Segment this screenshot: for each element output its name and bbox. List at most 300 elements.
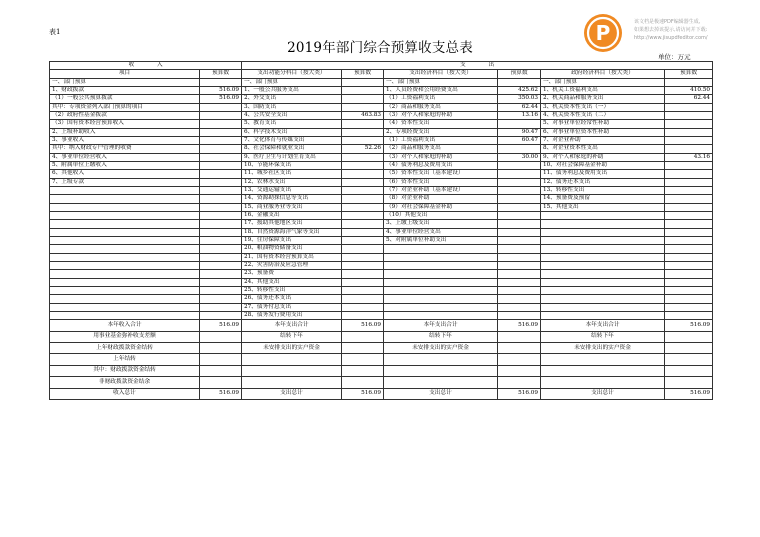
cell-economic-item	[384, 286, 498, 294]
cell-economic-item	[384, 253, 498, 261]
cell-function-budget	[342, 228, 384, 236]
summary-function-item	[242, 365, 342, 376]
summary-row	[50, 365, 713, 376]
cell-economic-item	[384, 270, 498, 278]
cell-income-budget	[200, 170, 242, 178]
cell-economic-budget	[498, 253, 541, 261]
cell-income-budget	[200, 286, 242, 294]
table-row	[50, 136, 713, 144]
cell-income-budget	[200, 186, 242, 194]
table-row	[50, 295, 713, 303]
cell-income-budget	[200, 111, 242, 119]
group-header-row	[50, 62, 713, 70]
summary-income-budget	[200, 365, 242, 376]
cell-gov-budget	[665, 211, 713, 219]
cell-economic-budget: 350.03	[498, 95, 541, 103]
summary-economic-budget	[498, 365, 541, 376]
cell-income-budget	[200, 253, 242, 261]
cell-gov-budget: 43.16	[665, 153, 713, 161]
cell-economic-budget	[498, 270, 541, 278]
table-row	[50, 220, 713, 228]
cell-economic-item: （9）对社会保障基金补助	[384, 203, 498, 211]
cell-function-budget	[342, 278, 384, 286]
summary-economic-item: 未安排支出的实户资金	[384, 342, 498, 353]
summary-gov-item: 支出总计	[541, 388, 665, 399]
pdf-logo-icon	[583, 13, 623, 53]
cell-gov-budget	[665, 161, 713, 169]
cell-gov-budget: 410.50	[665, 86, 713, 94]
cell-income-item	[50, 195, 200, 203]
cell-income-item	[50, 228, 200, 236]
summary-income-budget	[200, 331, 242, 342]
cell-economic-budget	[498, 311, 541, 319]
cell-gov-item: 15、其他支出	[541, 203, 665, 211]
table-row	[50, 195, 713, 203]
cell-income-budget	[200, 311, 242, 319]
table-row	[50, 170, 713, 178]
column-header-row	[50, 70, 713, 78]
cell-economic-item	[384, 311, 498, 319]
pdf-logo-letter: P	[595, 21, 611, 45]
cell-income-item	[50, 303, 200, 311]
budget-table	[49, 61, 713, 400]
cell-function-item: 6、科学技术支出	[242, 128, 342, 136]
table-row	[50, 211, 713, 219]
cell-income-item: （2）政府性基金拨款	[50, 111, 200, 119]
header-gov-budget: 预算数	[665, 70, 713, 78]
cell-economic-item: 1、人员经费和公用经费支出	[384, 86, 498, 94]
cell-income-item	[50, 220, 200, 228]
table-row	[50, 161, 713, 169]
cell-gov-budget	[665, 203, 713, 211]
cell-gov-budget	[665, 278, 713, 286]
sheet-label: 表1	[49, 28, 61, 36]
cell-income-item	[50, 261, 200, 269]
cell-function-budget	[342, 253, 384, 261]
cell-economic-item: 3、上缴上级支出	[384, 220, 498, 228]
summary-economic-item	[384, 377, 498, 388]
cell-gov-item: 4、机关资本性支出（二）	[541, 111, 665, 119]
cell-income-budget	[200, 228, 242, 236]
cell-income-budget	[200, 145, 242, 153]
cell-income-budget	[200, 161, 242, 169]
cell-function-item: 19、住房保障支出	[242, 236, 342, 244]
cell-function-item: 17、援助其他地区支出	[242, 220, 342, 228]
cell-function-budget	[342, 295, 384, 303]
cell-income-budget	[200, 303, 242, 311]
cell-economic-budget: 13.16	[498, 111, 541, 119]
watermark-line: http://www.jisupdfeditor.com/	[634, 35, 708, 41]
summary-income-budget	[200, 377, 242, 388]
cell-function-budget	[342, 186, 384, 194]
summary-row	[50, 331, 713, 342]
summary-function-item: 结转下年	[242, 331, 342, 342]
cell-economic-item: （6）资本性支出	[384, 178, 498, 186]
cell-gov-budget	[665, 228, 713, 236]
cell-economic-budget	[498, 195, 541, 203]
cell-income-budget	[200, 103, 242, 111]
cell-function-budget	[342, 236, 384, 244]
cell-economic-item: 4、事业单位经营支出	[384, 228, 498, 236]
cell-economic-budget: 90.47	[498, 128, 541, 136]
cell-function-item: 14、资源勘探信息等支出	[242, 195, 342, 203]
cell-economic-budget	[498, 295, 541, 303]
cell-gov-item	[541, 261, 665, 269]
cell-income-item: 3、事业收入	[50, 136, 200, 144]
cell-function-item: 15、商业服务业等支出	[242, 203, 342, 211]
summary-gov-budget	[665, 354, 713, 365]
table-row	[50, 186, 713, 194]
summary-row	[50, 377, 713, 388]
cell-function-item: 4、公共安全支出	[242, 111, 342, 119]
summary-economic-item	[384, 365, 498, 376]
cell-economic-budget	[498, 78, 541, 86]
cell-gov-item	[541, 303, 665, 311]
summary-gov-budget	[665, 342, 713, 353]
summary-economic-budget	[498, 342, 541, 353]
cell-economic-item: （1）工资福利支出	[384, 136, 498, 144]
cell-economic-item: （4）资本性支出	[384, 120, 498, 128]
cell-gov-item: 1、机关工资福利支出	[541, 86, 665, 94]
table-row	[50, 86, 713, 94]
summary-function-item: 本年支出合计	[242, 320, 342, 331]
table-row	[50, 236, 713, 244]
cell-function-budget	[342, 153, 384, 161]
cell-income-item	[50, 270, 200, 278]
cell-income-item	[50, 245, 200, 253]
cell-function-item: 23、预备费	[242, 270, 342, 278]
cell-function-budget	[342, 136, 384, 144]
cell-function-item: 一、部门预算	[242, 78, 342, 86]
cell-income-budget	[200, 295, 242, 303]
cell-income-budget	[200, 261, 242, 269]
summary-gov-item	[541, 354, 665, 365]
cell-economic-budget	[498, 228, 541, 236]
cell-income-item: （3）国有资本经营预算收入	[50, 120, 200, 128]
cell-economic-budget	[498, 178, 541, 186]
cell-gov-item: 10、对社会保障基金补助	[541, 161, 665, 169]
cell-economic-item	[384, 295, 498, 303]
cell-gov-budget	[665, 111, 713, 119]
cell-function-item: 25、转移性支出	[242, 286, 342, 294]
table-row	[50, 311, 713, 319]
cell-gov-budget	[665, 261, 713, 269]
cell-function-item: 7、文化体育与传媒支出	[242, 136, 342, 144]
cell-economic-budget: 62.44	[498, 103, 541, 111]
cell-income-budget	[200, 128, 242, 136]
cell-function-item: 2、外交支出	[242, 95, 342, 103]
cell-gov-budget	[665, 120, 713, 128]
cell-economic-budget	[498, 303, 541, 311]
cell-economic-budget: 30.00	[498, 153, 541, 161]
cell-function-item: 9、医疗卫生与计划生育支出	[242, 153, 342, 161]
cell-economic-budget	[498, 286, 541, 294]
cell-income-item: （1）一般公共预算拨款	[50, 95, 200, 103]
cell-gov-budget: 62.44	[665, 95, 713, 103]
summary-economic-budget: 516.09	[498, 388, 541, 399]
cell-income-budget	[200, 136, 242, 144]
cell-function-budget: 52.26	[342, 145, 384, 153]
cell-function-budget	[342, 120, 384, 128]
cell-income-item	[50, 203, 200, 211]
cell-gov-budget	[665, 253, 713, 261]
table-row	[50, 103, 713, 111]
cell-function-item: 21、国有资本经营预算支出	[242, 253, 342, 261]
cell-function-budget	[342, 203, 384, 211]
watermark-line: 如果想去掉该提示,请访问并下载:	[634, 27, 708, 33]
table-row	[50, 78, 713, 86]
cell-function-budget	[342, 270, 384, 278]
cell-gov-item	[541, 245, 665, 253]
cell-economic-item: （2）商品和服务支出	[384, 103, 498, 111]
cell-function-budget	[342, 128, 384, 136]
summary-function-item	[242, 377, 342, 388]
cell-gov-item	[541, 286, 665, 294]
table-row	[50, 303, 713, 311]
header-function-item: 支出功能分科目（按大类）	[242, 70, 342, 78]
cell-income-item	[50, 295, 200, 303]
income-group-header: 收 入	[50, 62, 242, 70]
summary-gov-budget: 516.09	[665, 320, 713, 331]
summary-function-item	[242, 354, 342, 365]
cell-gov-budget	[665, 178, 713, 186]
cell-function-item: 10、节能环保支出	[242, 161, 342, 169]
summary-function-item: 未安排支出的实户资金	[242, 342, 342, 353]
cell-gov-budget	[665, 236, 713, 244]
cell-gov-item: 2、机关商品和服务支出	[541, 95, 665, 103]
cell-gov-budget	[665, 136, 713, 144]
cell-income-budget: 516.09	[200, 95, 242, 103]
cell-economic-budget	[498, 203, 541, 211]
cell-gov-budget	[665, 128, 713, 136]
summary-economic-budget: 516.09	[498, 320, 541, 331]
cell-income-item	[50, 211, 200, 219]
cell-function-item: 28、债务发行费用支出	[242, 311, 342, 319]
cell-income-item: 5、附属单位上缴收入	[50, 161, 200, 169]
cell-gov-item	[541, 236, 665, 244]
cell-economic-budget	[498, 220, 541, 228]
table-row	[50, 153, 713, 161]
table-row	[50, 128, 713, 136]
summary-gov-item: 本年支出合计	[541, 320, 665, 331]
table-row	[50, 95, 713, 103]
cell-economic-budget	[498, 120, 541, 128]
cell-income-item: 4、事业单位经营收入	[50, 153, 200, 161]
summary-function-budget: 516.09	[342, 388, 384, 399]
table-row	[50, 245, 713, 253]
cell-gov-budget	[665, 78, 713, 86]
cell-gov-item	[541, 211, 665, 219]
cell-gov-budget	[665, 270, 713, 278]
cell-function-budget	[342, 220, 384, 228]
cell-function-item: 12、农林水支出	[242, 178, 342, 186]
cell-economic-item	[384, 303, 498, 311]
cell-function-budget	[342, 170, 384, 178]
summary-function-budget	[342, 365, 384, 376]
cell-gov-item: 11、债务利息及费用支出	[541, 170, 665, 178]
summary-economic-item	[384, 354, 498, 365]
cell-income-item: 7、上级专款	[50, 178, 200, 186]
summary-row	[50, 354, 713, 365]
cell-gov-item: 13、转移性支出	[541, 186, 665, 194]
cell-economic-budget	[498, 245, 541, 253]
cell-gov-budget	[665, 145, 713, 153]
summary-income-item: 其中：财政拨款资金结转	[50, 365, 200, 376]
cell-economic-budget	[498, 236, 541, 244]
cell-income-item: 1、财政拨款	[50, 86, 200, 94]
cell-function-budget	[342, 303, 384, 311]
cell-income-item	[50, 236, 200, 244]
cell-gov-item: 7、对企业补助	[541, 136, 665, 144]
summary-economic-item: 支出总计	[384, 388, 498, 399]
cell-income-budget	[200, 278, 242, 286]
cell-economic-budget: 60.47	[498, 136, 541, 144]
table-row	[50, 203, 713, 211]
cell-economic-item: （2）商品和服务支出	[384, 145, 498, 153]
cell-gov-budget	[665, 195, 713, 203]
cell-economic-item	[384, 261, 498, 269]
summary-income-budget: 516.09	[200, 320, 242, 331]
cell-income-item: 2、上级补助收入	[50, 128, 200, 136]
cell-income-budget	[200, 211, 242, 219]
cell-function-budget	[342, 86, 384, 94]
cell-income-item: 其中：纳入财政专户管理的收费	[50, 145, 200, 153]
cell-gov-item	[541, 228, 665, 236]
header-economic-item: 支出经济科目（按大类）	[384, 70, 498, 78]
cell-function-item: 5、教育支出	[242, 120, 342, 128]
header-income-budget: 预算数	[200, 70, 242, 78]
cell-economic-budget	[498, 161, 541, 169]
cell-gov-item	[541, 253, 665, 261]
summary-income-item: 本年收入合计	[50, 320, 200, 331]
cell-income-budget	[200, 195, 242, 203]
cell-function-item: 13、交通运输支出	[242, 186, 342, 194]
summary-function-budget	[342, 331, 384, 342]
cell-income-budget	[200, 78, 242, 86]
table-row	[50, 178, 713, 186]
summary-gov-budget	[665, 331, 713, 342]
cell-function-budget	[342, 178, 384, 186]
summary-economic-budget	[498, 377, 541, 388]
cell-gov-budget	[665, 186, 713, 194]
cell-function-budget	[342, 78, 384, 86]
cell-economic-item	[384, 278, 498, 286]
summary-income-item: 用事业基金弥补收支差额	[50, 331, 200, 342]
cell-gov-item	[541, 278, 665, 286]
cell-income-item	[50, 311, 200, 319]
cell-economic-item: （4）债务利息及费用支出	[384, 161, 498, 169]
cell-function-budget	[342, 161, 384, 169]
unit-label: 单位：万元	[658, 53, 691, 61]
cell-gov-item	[541, 270, 665, 278]
cell-gov-item: 一、部门预算	[541, 78, 665, 86]
cell-gov-budget	[665, 286, 713, 294]
cell-economic-item	[384, 245, 498, 253]
cell-function-item: 16、金融支出	[242, 211, 342, 219]
cell-economic-item: 5、对附属单位补助支出	[384, 236, 498, 244]
cell-function-item: 18、自然资源海洋气象等支出	[242, 228, 342, 236]
cell-income-item	[50, 186, 200, 194]
cell-function-budget	[342, 311, 384, 319]
cell-income-budget	[200, 153, 242, 161]
cell-gov-budget	[665, 311, 713, 319]
summary-income-item: 上年结转	[50, 354, 200, 365]
summary-function-budget	[342, 377, 384, 388]
cell-gov-item: 3、机关资本性支出（一）	[541, 103, 665, 111]
cell-economic-budget	[498, 145, 541, 153]
cell-gov-budget	[665, 220, 713, 228]
summary-economic-budget	[498, 354, 541, 365]
cell-function-item: 8、社会保障和就业支出	[242, 145, 342, 153]
table-row	[50, 286, 713, 294]
cell-function-item: 27、债务付息支出	[242, 303, 342, 311]
summary-economic-budget	[498, 331, 541, 342]
cell-economic-budget	[498, 278, 541, 286]
summary-gov-item: 未安排支出的实户资金	[541, 342, 665, 353]
cell-economic-item: 2、专项经费支出	[384, 128, 498, 136]
cell-income-budget	[200, 203, 242, 211]
summary-gov-budget	[665, 365, 713, 376]
cell-function-budget	[342, 195, 384, 203]
cell-gov-item	[541, 220, 665, 228]
cell-income-item: 一、部门预算	[50, 78, 200, 86]
cell-function-item: 1、一般公共服务支出	[242, 86, 342, 94]
cell-gov-item: 6、对事业单位资本性补助	[541, 128, 665, 136]
header-function-budget: 预算数	[342, 70, 384, 78]
summary-gov-budget: 516.09	[665, 388, 713, 399]
cell-economic-item: （10）其他支出	[384, 211, 498, 219]
cell-function-item: 20、粮油物资储备支出	[242, 245, 342, 253]
table-row	[50, 278, 713, 286]
cell-function-item: 26、债务还本支出	[242, 295, 342, 303]
cell-income-budget	[200, 270, 242, 278]
summary-function-budget	[342, 354, 384, 365]
cell-economic-budget	[498, 170, 541, 178]
cell-income-item: 6、其他收入	[50, 170, 200, 178]
cell-gov-budget	[665, 170, 713, 178]
table-row	[50, 261, 713, 269]
table-row	[50, 253, 713, 261]
page-title: 2019年部门综合预算收支总表	[287, 40, 473, 56]
summary-gov-item	[541, 365, 665, 376]
cell-gov-item: 8、对企业资本性支出	[541, 145, 665, 153]
cell-income-item	[50, 286, 200, 294]
cell-function-item: 11、城乡社区支出	[242, 170, 342, 178]
table-row	[50, 270, 713, 278]
table-row	[50, 111, 713, 119]
summary-income-budget	[200, 342, 242, 353]
cell-economic-budget: 425.62	[498, 86, 541, 94]
cell-gov-budget	[665, 245, 713, 253]
cell-income-item	[50, 253, 200, 261]
summary-gov-budget	[665, 377, 713, 388]
summary-row	[50, 388, 713, 399]
cell-function-budget	[342, 261, 384, 269]
watermark-line: 该文档是极速PDF编辑器生成,	[634, 19, 701, 25]
header-gov-item: 政府经济科目（按大类）	[541, 70, 665, 78]
cell-economic-budget	[498, 186, 541, 194]
cell-economic-budget	[498, 211, 541, 219]
table-row	[50, 145, 713, 153]
cell-income-budget	[200, 236, 242, 244]
summary-function-item: 支出总计	[242, 388, 342, 399]
watermark-text	[634, 18, 708, 42]
summary-function-budget	[342, 342, 384, 353]
cell-economic-item: （8）对企业补助	[384, 195, 498, 203]
table-row	[50, 228, 713, 236]
summary-row	[50, 342, 713, 353]
summary-income-budget	[200, 354, 242, 365]
